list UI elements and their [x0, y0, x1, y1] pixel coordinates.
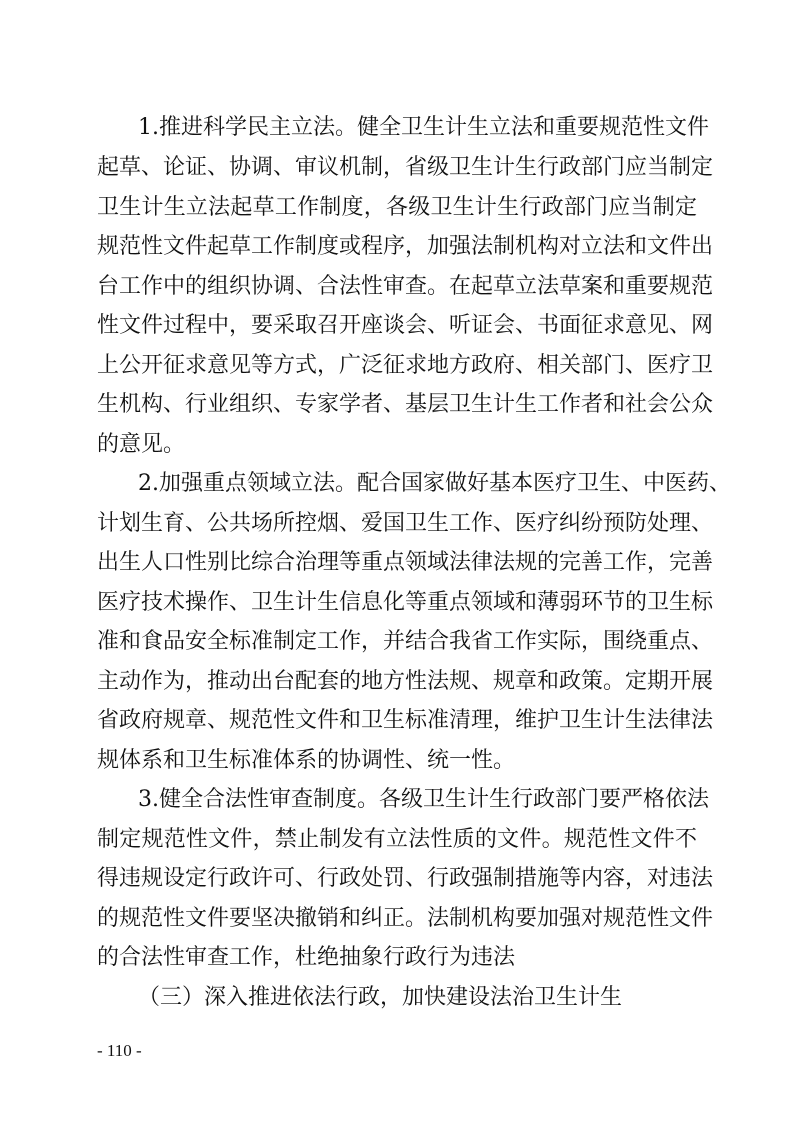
- paragraph-line: 规体系和卫生标准体系的协调性、统一性。: [97, 748, 516, 773]
- paragraph-line: 的合法性审查工作，杜绝抽象行政行为违法: [97, 945, 516, 970]
- paragraph-line: 1.推进科学民主立法。健全卫生计生立法和重要规范性文件: [138, 115, 709, 140]
- paragraph-line: 生机构、行业组织、专家学者、基层卫生计生工作者和社会公众: [97, 392, 714, 417]
- paragraph-line: 3.健全合法性审查制度。各级卫生计生行政部门要严格依法: [138, 787, 709, 812]
- section-heading: （三）深入推进依法行政，加快建设法治卫生计生: [138, 985, 623, 1010]
- paragraph-line: 的意见。: [97, 432, 186, 457]
- paragraph-line: 省政府规章、规范性文件和卫生标准清理，维护卫生计生法律法: [97, 708, 714, 733]
- paragraph-line: 起草、论证、协调、审议机制，省级卫生计生行政部门应当制定: [97, 155, 714, 180]
- paragraph-line: 性文件过程中，要采取召开座谈会、听证会、书面征求意见、网: [97, 313, 714, 338]
- paragraph-line: 台工作中的组织协调、合法性审查。在起草立法草案和重要规范: [97, 274, 714, 299]
- paragraph-line: 主动作为，推动出台配套的地方性法规、规章和政策。定期开展: [97, 669, 714, 694]
- page-number: - 110 -: [97, 1041, 142, 1060]
- paragraph-line: 2.加强重点领域立法。配合国家做好基本医疗卫生、中医药、: [138, 471, 731, 496]
- paragraph-line: 的规范性文件要坚决撤销和纠正。法制机构要加强对规范性文件: [97, 906, 714, 931]
- paragraph-line: 得违规设定行政许可、行政处罚、行政强制措施等内容，对违法: [97, 866, 714, 891]
- paragraph-line: 制定规范性文件，禁止制发有立法性质的文件。规范性文件不: [97, 827, 697, 852]
- paragraph-line: 卫生计生立法起草工作制度，各级卫生计生行政部门应当制定: [97, 195, 697, 220]
- paragraph-line: 医疗技术操作、卫生计生信息化等重点领域和薄弱环节的卫生标: [97, 590, 714, 615]
- paragraph-line: 上公开征求意见等方式，广泛征求地方政府、相关部门、医疗卫: [97, 353, 714, 378]
- paragraph-line: 规范性文件起草工作制度或程序，加强法制机构对立法和文件出: [97, 234, 714, 259]
- paragraph-line: 出生人口性别比综合治理等重点领域法律法规的完善工作，完善: [97, 550, 714, 575]
- paragraph-line: 计划生育、公共场所控烟、爱国卫生工作、医疗纠纷预防处理、: [97, 511, 714, 536]
- paragraph-line: 准和食品安全标准制定工作，并结合我省工作实际，围绕重点、: [97, 629, 714, 654]
